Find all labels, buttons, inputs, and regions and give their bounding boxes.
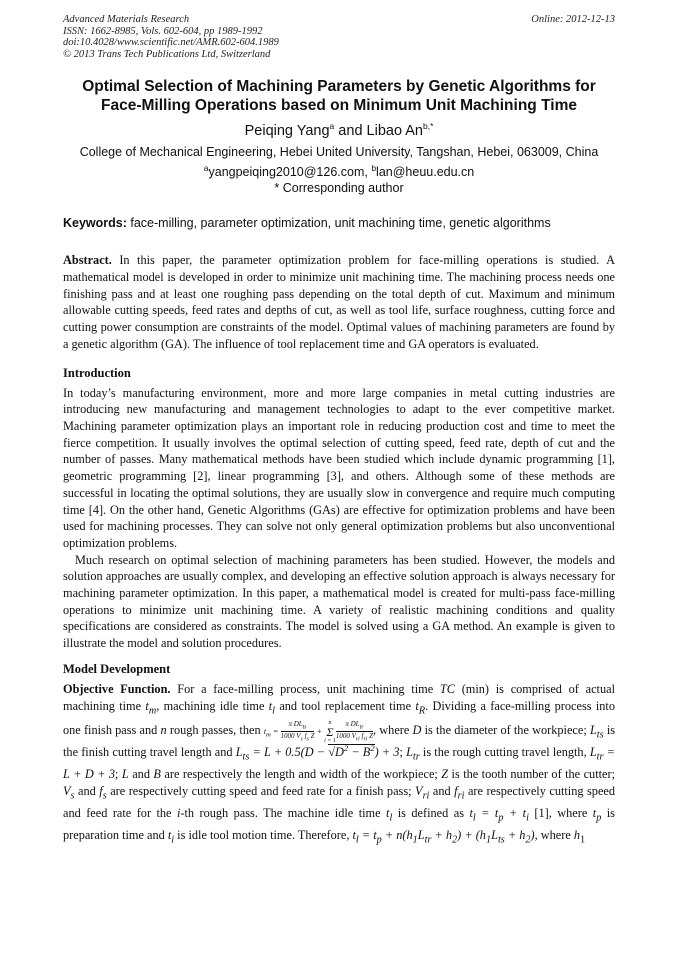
eq-part: Z bbox=[308, 732, 315, 741]
sub: m bbox=[266, 731, 271, 739]
online-date: Online: 2012-12-13 bbox=[531, 14, 615, 25]
var-i: i bbox=[176, 805, 181, 820]
title-line-2: Face-Milling Operations based on Minimum Unit Machining Time bbox=[101, 97, 577, 115]
idle-time-expanded-equation bbox=[352, 828, 535, 846]
sub: 1 bbox=[485, 834, 492, 846]
eq-part: + h bbox=[504, 828, 526, 843]
text-run: are respectively the length and width of the workpiece; bbox=[160, 767, 442, 781]
email-b-sup: b bbox=[371, 163, 377, 174]
sub: ri bbox=[422, 790, 430, 802]
eq-part: = L + D + 3 bbox=[63, 744, 615, 781]
eq-part: = t bbox=[358, 828, 377, 843]
text-run: and bbox=[429, 783, 455, 798]
issn-line: ISSN: 1662-8985, Vols. 602-604, pp 1989-1992 bbox=[63, 25, 263, 37]
sub: l bbox=[389, 812, 393, 824]
sub: l bbox=[472, 812, 476, 824]
square-root: $√D^2 - B^2$ bbox=[328, 742, 375, 759]
paper-page bbox=[63, 14, 615, 849]
author-2: Libao An bbox=[366, 123, 423, 140]
keywords-text: face-milling, parameter optimization, unit machining time, genetic algorithms bbox=[126, 216, 551, 231]
sub: l bbox=[272, 705, 276, 716]
sub: tr bbox=[424, 834, 432, 846]
copyright-line: © 2013 Trans Tech Publications Ltd, Switzerland bbox=[63, 48, 271, 60]
keywords-label: Keywords: bbox=[63, 216, 127, 231]
eq-part: L bbox=[491, 828, 498, 843]
sub: 2 bbox=[452, 834, 458, 846]
sub: 1 bbox=[580, 834, 586, 846]
text-run: , machining idle time bbox=[156, 698, 269, 713]
corresponding-note: * Corresponding author bbox=[274, 181, 404, 196]
abstract bbox=[63, 252, 615, 352]
keywords bbox=[63, 216, 615, 230]
eq-part: + bbox=[314, 726, 325, 736]
eq-part: + n(h bbox=[381, 828, 413, 843]
eq-part: t bbox=[469, 805, 473, 820]
eq-part: ) + 3 bbox=[374, 744, 400, 759]
sub: s bbox=[70, 790, 75, 802]
var-Vri: V bbox=[415, 783, 423, 798]
text-run: is defined as bbox=[392, 805, 470, 820]
eq-part: + t bbox=[503, 805, 527, 820]
sub: tr bbox=[596, 751, 604, 763]
journal-name: Advanced Materials Research bbox=[63, 14, 190, 25]
sub: s bbox=[102, 790, 107, 802]
summation bbox=[324, 720, 336, 744]
title-line-1: Optimal Selection of Machining Parameters by Genetic Algorithms for bbox=[82, 78, 596, 96]
sub: m bbox=[148, 705, 157, 716]
sup: 2 bbox=[343, 742, 349, 753]
finish-travel-equation bbox=[235, 742, 400, 763]
eq-part: L bbox=[417, 828, 425, 843]
eq-part: f bbox=[302, 732, 307, 741]
sub: i bbox=[171, 834, 175, 846]
sub: R bbox=[418, 705, 426, 716]
journal-header bbox=[63, 14, 615, 60]
var-Ltr: L bbox=[406, 744, 413, 759]
text-run: , where bbox=[373, 722, 413, 737]
text-run: is the diameter of the workpiece; bbox=[421, 722, 590, 737]
var-fs: f bbox=[99, 783, 103, 798]
text-run: [1], where bbox=[528, 805, 593, 820]
sub: tr bbox=[412, 751, 420, 763]
idle-time-equation bbox=[469, 805, 529, 824]
eq-part: D bbox=[335, 744, 344, 759]
eq-part: Σ bbox=[326, 724, 334, 739]
eq-part: t bbox=[263, 726, 267, 736]
text-run: For a face-milling process, unit machining time bbox=[170, 681, 440, 696]
sub: tr bbox=[359, 724, 364, 731]
sub: s bbox=[306, 736, 309, 743]
eq-part: f bbox=[359, 732, 364, 741]
eq-part: = t bbox=[475, 805, 499, 820]
paper-title bbox=[63, 77, 615, 115]
text-run: and bbox=[74, 783, 100, 798]
abstract-text: In this paper, the parameter optimization problem for face-milling operations is studied. A mathematical model is developed in order to minimize unit machining time. The machining process needs one finishing pass and at least one roughing pass depending on the total depth of cut. Maximum and minimum allowable cutting speeds, feed rates and depths of cut, as well as tool life, surface roughness, cutting force and cutting power consumption are constraints of the model. Optimal values of machining parameters are found by a genetic algorithm (GA). The influence of tool replacement time and GA operators is evaluated. bbox=[63, 253, 615, 351]
var-Vs: V bbox=[63, 783, 71, 798]
text-run: ; bbox=[115, 767, 122, 781]
sub: s bbox=[300, 736, 303, 743]
text-run: ; bbox=[399, 744, 407, 759]
sub: ts bbox=[302, 724, 307, 731]
var-tR: t bbox=[415, 698, 419, 713]
objective-function-paragraph bbox=[63, 681, 615, 849]
text-run: are respectively cutting speed and feed rate for a finish pass; bbox=[106, 783, 416, 798]
email-a: yangpeiqing2010@126.com, bbox=[208, 165, 372, 180]
eq-part: t bbox=[352, 828, 356, 843]
eq-part: n bbox=[328, 719, 332, 726]
author-2-sup: b,* bbox=[422, 121, 434, 132]
var-h1: h bbox=[573, 828, 581, 843]
sub: p bbox=[376, 834, 382, 846]
text-run: is idle tool motion time. Therefore, bbox=[174, 828, 353, 843]
text-run: and bbox=[128, 767, 154, 781]
author-emails bbox=[63, 164, 615, 180]
eq-part: L bbox=[235, 744, 243, 759]
eq-part: + h bbox=[431, 828, 453, 843]
objective-function-label: Objective Function. bbox=[63, 681, 171, 696]
eq-part: L bbox=[589, 744, 597, 759]
eq-part: ) + (h bbox=[457, 828, 486, 843]
eq-part: 1000 V bbox=[280, 732, 301, 741]
model-heading: Model Development bbox=[63, 661, 171, 676]
var-D: D bbox=[412, 722, 422, 737]
affiliation: College of Mechanical Engineering, Hebei United University, Tangshan, Hebei, 063009, China bbox=[79, 145, 599, 160]
var-ti: t bbox=[167, 828, 172, 843]
eq-part: = L + 0.5(D − bbox=[249, 744, 329, 759]
text-run: is the finish cutting travel length and bbox=[63, 722, 616, 759]
email-a-sup: a bbox=[203, 163, 209, 174]
var-tl: t bbox=[386, 805, 390, 820]
var-tp: t bbox=[592, 805, 597, 820]
sup: 2 bbox=[370, 742, 375, 753]
sub: ri bbox=[363, 736, 368, 743]
sub: p bbox=[498, 812, 504, 824]
var-Lts: L bbox=[589, 722, 597, 737]
eq-part: Z bbox=[367, 732, 374, 741]
text-run: -th rough pass. The machine idle time bbox=[180, 805, 387, 820]
eq-part: 1000 V bbox=[335, 732, 356, 741]
text-run: is preparation time and bbox=[63, 805, 615, 843]
sub: 1 bbox=[412, 834, 418, 846]
eq-part: π DL bbox=[345, 719, 360, 728]
author-1-sup: a bbox=[329, 121, 335, 132]
sub: ri bbox=[355, 736, 360, 743]
introduction-heading: Introduction bbox=[63, 365, 131, 380]
fraction-rough bbox=[336, 720, 373, 744]
text-run: . Dividing a face-milling process into one finish pass and bbox=[63, 698, 615, 737]
sub: i bbox=[526, 812, 529, 824]
var-L: L bbox=[121, 767, 129, 781]
sub: 2 bbox=[525, 834, 531, 846]
text-run: , where bbox=[534, 828, 574, 843]
author-1: Peiqing Yang bbox=[244, 123, 330, 140]
eq-part: ) bbox=[530, 828, 535, 843]
eq-part: i = 1 bbox=[324, 737, 336, 744]
eq-part: = bbox=[270, 726, 281, 736]
sub: ri bbox=[457, 790, 465, 802]
email-b: lan@heuu.edu.cn bbox=[376, 165, 475, 180]
var-Z: Z bbox=[441, 767, 449, 781]
sub: ts bbox=[596, 729, 604, 740]
text-run: is the tooth number of the cutter; bbox=[448, 767, 615, 781]
text-run: (min) is comprised of actual machining time bbox=[63, 681, 615, 713]
text-run: is the rough cutting travel length, bbox=[419, 744, 590, 759]
abstract-label: Abstract. bbox=[63, 253, 112, 268]
eq-part: − B bbox=[348, 744, 371, 759]
text-run: and tool replacement time bbox=[275, 698, 416, 713]
sub: l bbox=[355, 834, 359, 846]
fraction-finish bbox=[281, 720, 315, 744]
introduction-paragraph-1: In today’s manufacturing environment, more and more large companies in metal cutting industries are introducing new manufacturing and management technologies to adapt to the ever competitive market. Machining parameter optimization plays an important role in reducing production cost and time to meet the fierce competition. It usually involves the optimal selection of cutting speed, feed rate, depth of cut and the number of passes. Many mathematical methods have been studied which include dynamic programming [1], geometric programming [2], linear programming [3], and others. Although some of these methods are successful in locating the optimal solutions, they are usually slow in convergence and require much computing time [4]. On the other hand, Genetic Algorithms (GAs) are effective for optimization problems and have been used for machining processes. They can solve not only general optimization problems but also unconventional optimization problems. bbox=[63, 385, 615, 550]
author-and: and bbox=[334, 123, 367, 140]
var-fri: f bbox=[454, 783, 458, 798]
var-B: B bbox=[153, 767, 161, 781]
sub: p bbox=[596, 812, 602, 824]
sub: ts bbox=[242, 751, 250, 763]
text-run: are respectively cutting speed and feed rate for the bbox=[63, 783, 616, 820]
author-line bbox=[63, 123, 615, 139]
introduction-paragraph-2: Much research on optimal selection of machining parameters has been studied. However, the models and solution approaches are usually complex, and developing an effective solution approach is always necessary for machining parameter optimization. In this paper, a mathematical model is created for multi-pass face-milling operations to minimize unit machining time. A variety of realistic machining conditions and quality specifications are considered as constraints. The model is solved using a GA method. An example is given to illustrate the model and solution procedures. bbox=[63, 552, 615, 651]
var-tm: t bbox=[145, 698, 149, 713]
sub: ts bbox=[497, 834, 505, 846]
var-TC: TC bbox=[439, 681, 455, 696]
doi-line: doi:10.4028/www.scientific.net/AMR.602-604.1989 bbox=[63, 37, 279, 49]
var-tl: t bbox=[268, 698, 273, 713]
var-n: n bbox=[160, 722, 167, 737]
eq-part: π DL bbox=[288, 719, 303, 728]
text-run: rough passes, then bbox=[166, 722, 264, 737]
